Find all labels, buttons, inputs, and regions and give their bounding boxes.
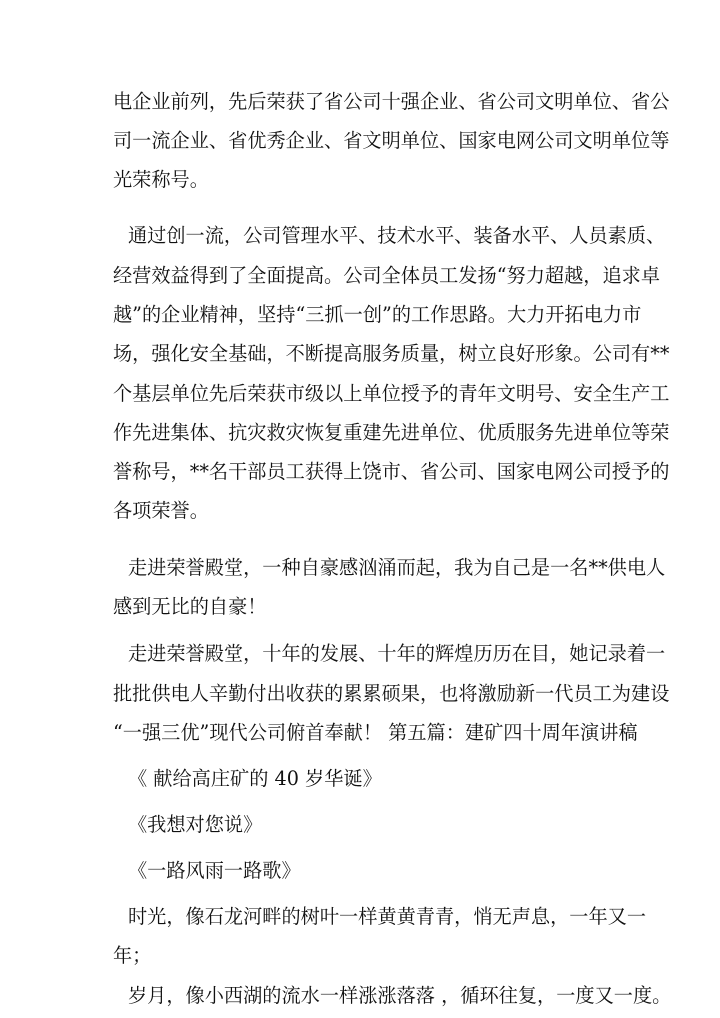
text-line: 走进荣誉殿堂，十年的发展、十年的辉煌历历在目，她记录着一 xyxy=(128,642,666,665)
text-line: 批批供电人辛勤付出收获的累累硕果，也将激励新一代员工为建设 xyxy=(113,682,670,705)
text-line: 经营效益得到了全面提高。公司全体员工发扬“努力超越，追求卓 xyxy=(113,264,661,287)
text-line: 感到无比的自豪！ xyxy=(113,595,267,618)
text-line: 电企业前列，先后荣获了省公司十强企业、省公司文明单位、省公 xyxy=(113,90,670,113)
text-line: 个基层单位先后荣获市级以上单位授予的青年文明号、安全生产工 xyxy=(113,382,670,405)
text-line: 司一流企业、省优秀企业、省文明单位、国家电网公司文明单位等 xyxy=(113,129,670,152)
text-line: “一强三优”现代公司俯首奉献！ 第五篇：建矿四十周年演讲稿 xyxy=(113,721,638,744)
text-line: 作先进集体、抗灾救灾恢复重建先进单位、优质服务先进单位等荣 xyxy=(113,421,670,444)
text-line: 《一路风雨一路歌》 xyxy=(128,859,301,882)
text-line: 越”的企业精神，坚持“三抓一创”的工作思路。大力开拓电力市 xyxy=(113,303,642,326)
text-line: 《 献给高庄矿的 40 岁华诞》 xyxy=(128,767,382,790)
text-line: 誉称号，**名干部员工获得上饶市、省公司、国家电网公司授予的 xyxy=(113,460,670,483)
text-line: 走进荣誉殿堂，一种自豪感汹涌而起，我为自己是一名**供电人 xyxy=(128,556,666,579)
text-line: 各项荣誉。 xyxy=(113,499,209,522)
text-line: 年； xyxy=(113,944,152,967)
text-line: 场，强化安全基础，不断提高服务质量，树立良好形象。公司有** xyxy=(113,342,670,365)
text-line: 《我想对您说》 xyxy=(128,813,263,836)
text-line: 时光，像石龙河畔的树叶一样黄黄青青，悄无声息，一年又一 xyxy=(128,905,647,928)
text-line: 岁月，像小西湖的流水一样涨涨落落 ，循环往复，一度又一度。 xyxy=(128,984,672,1007)
text-line: 光荣称号。 xyxy=(113,168,209,191)
text-line: 通过创一流，公司管理水平、技术水平、装备水平、人员素质、 xyxy=(128,224,666,247)
